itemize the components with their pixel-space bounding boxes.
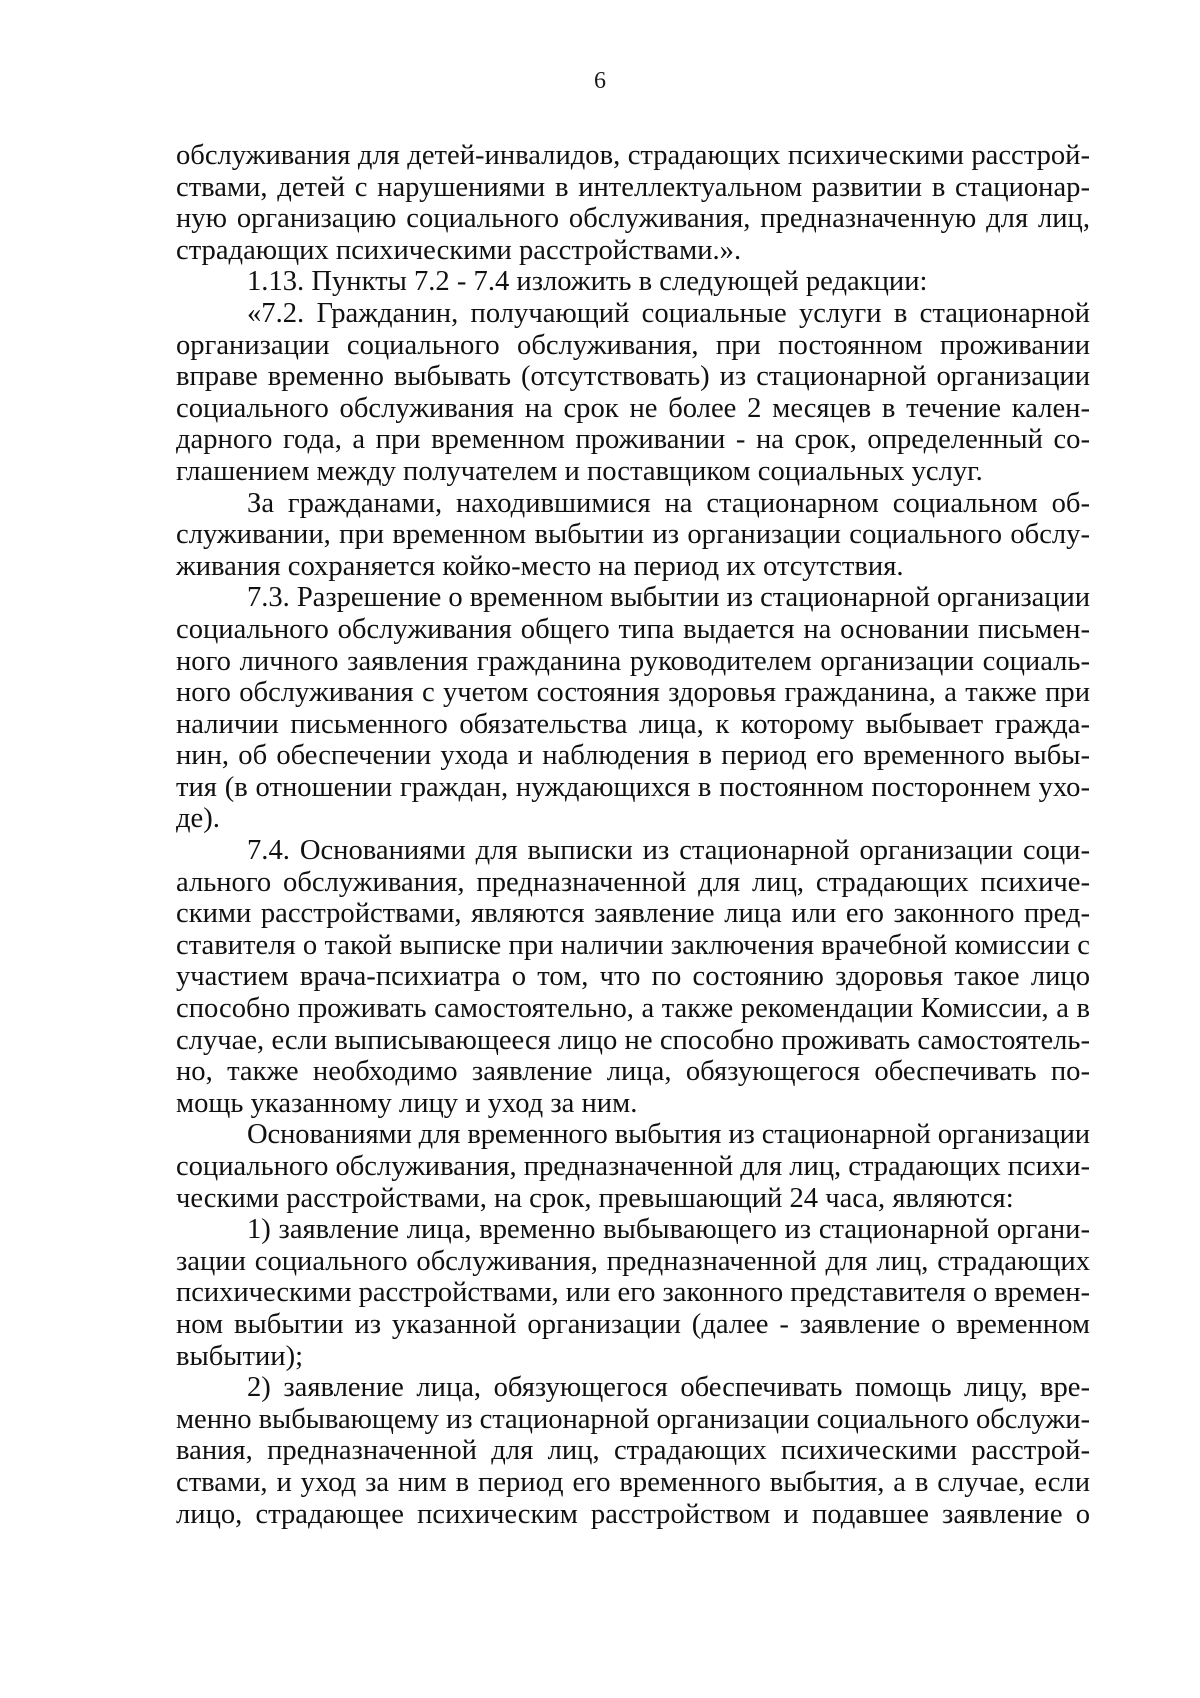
text-line: зации социального обслуживания, предназначенной для лиц, страдающих xyxy=(176,1245,1090,1277)
text-line: ного обслуживания с учетом состояния здоровья гражданина, а также при xyxy=(176,677,1090,709)
text-line: вправе временно выбывать (отсутствовать) из стационарной организации xyxy=(176,361,1090,393)
text-line: социального обслуживания общего типа выдается на основании письмен- xyxy=(176,613,1090,645)
page-number: 6 xyxy=(594,68,606,94)
text-line: психическими расстройствами, или его законного представителя о времен- xyxy=(176,1277,1091,1309)
text-line: дарного года, а при временном проживании - на срок, определенный со- xyxy=(176,424,1090,456)
text-line: лицо, страдающее психическим расстройством и подавшее заявление о xyxy=(176,1498,1090,1530)
text-line: ствами, детей с нарушениями в интеллектуальном развитии в стационар- xyxy=(176,171,1090,203)
text-line: 7.3. Разрешение о временном выбытии из стационарной организации xyxy=(247,582,1090,614)
text-line: 7.4. Основаниями для выписки из стационарной организации соци- xyxy=(247,835,1090,867)
text-line: живания сохраняется койко-место на период их отсутствия. xyxy=(176,550,904,582)
text-line: ную организацию социального обслуживания, предназначенную для лиц, xyxy=(176,203,1090,235)
text-line: случае, если выписывающееся лицо не способно проживать самостоятель- xyxy=(176,1024,1090,1056)
text-line: ного личного заявления гражданина руководителем организации социаль- xyxy=(176,645,1090,677)
text-line: ального обслуживания, предназначенной для лиц, страдающих психиче- xyxy=(176,866,1090,898)
text-line: тия (в отношении граждан, нуждающихся в постоянном постороннем ухо- xyxy=(176,771,1090,803)
text-line: мощь указанному лицу и уход за ним. xyxy=(176,1087,638,1119)
text-line: наличии письменного обязательства лица, к которому выбывает гражда- xyxy=(176,708,1090,740)
text-line: За гражданами, находившимися на стационарном социальном об- xyxy=(247,487,1090,519)
text-line: ставителя о такой выписке при наличии заключения врачебной комиссии с xyxy=(176,929,1090,961)
text-line: Основаниями для временного выбытия из стационарной организации xyxy=(247,1119,1090,1151)
text-line: участием врача-психиатра о том, что по состоянию здоровья такое лицо xyxy=(176,961,1090,993)
text-line: 1) заявление лица, временно выбывающего из стационарной органи- xyxy=(247,1214,1090,1246)
body-text xyxy=(176,140,1090,1530)
text-line: 2) заявление лица, обязующегося обеспечивать помощь лицу, вре- xyxy=(247,1372,1090,1404)
text-line: организации социального обслуживания, при постоянном проживании xyxy=(176,329,1090,361)
text-line: служивании, при временном выбытии из организации социального обслу- xyxy=(176,519,1090,551)
text-line: социального обслуживания на срок не более 2 месяцев в течение кален- xyxy=(176,392,1090,424)
text-line: нин, об обеспечении ухода и наблюдения в период его временного выбы- xyxy=(176,740,1090,772)
text-line: ческими расстройствами, на срок, превышающий 24 часа, являются: xyxy=(176,1182,1014,1214)
text-line: скими расстройствами, являются заявление лица или его законного пред- xyxy=(176,898,1090,930)
text-line: выбытии); xyxy=(176,1340,304,1372)
text-line: де). xyxy=(176,803,220,835)
text-line: «7.2. Гражданин, получающий социальные услуги в стационарной xyxy=(247,297,1090,329)
text-line: обслуживания для детей-инвалидов, страдающих психическими расстрой- xyxy=(176,140,1090,171)
text-line: ном выбытии из указанной организации (далее - заявление о временном xyxy=(176,1308,1090,1340)
text-line: способно проживать самостоятельно, а также рекомендации Комиссии, а в xyxy=(176,993,1090,1025)
text-line: социального обслуживания, предназначенной для лиц, страдающих психи- xyxy=(176,1151,1090,1182)
text-line: ствами, и уход за ним в период его временного выбытия, а в случае, если xyxy=(176,1466,1090,1498)
text-line: глашением между получателем и поставщиком социальных услуг. xyxy=(176,455,983,487)
text-line: страдающих психическими расстройствами.». xyxy=(176,234,742,266)
text-line: менно выбывающему из стационарной организации социального обслужи- xyxy=(176,1403,1090,1435)
text-line: 1.13. Пункты 7.2 - 7.4 изложить в следующей редакции: xyxy=(247,266,928,298)
text-line: вания, предназначенной для лиц, страдающих психическими расстрой- xyxy=(176,1435,1090,1467)
text-line: но, также необходимо заявление лица, обязующегося обеспечивать по- xyxy=(176,1056,1090,1088)
